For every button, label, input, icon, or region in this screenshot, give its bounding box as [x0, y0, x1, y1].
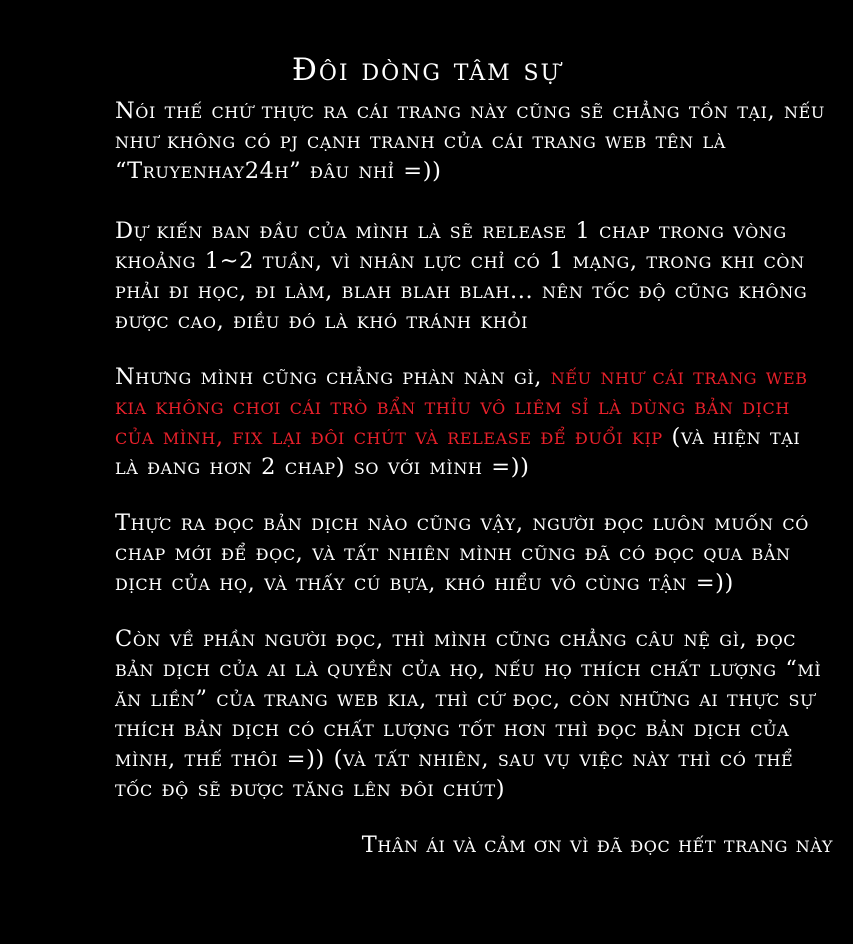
complaint-text-white-1: Nhưng mình cũng chẳng phàn nàn gì,	[115, 364, 551, 390]
paragraph-reader-opinion: Thực ra đọc bản dịch nào cũng vậy, người đọc luôn muốn có chap mới để đọc, và tất nhiên mình cũng đã có đọc qua bản dịch của họ, và thấy cú bựa, khó hiểu vô cùng tận =))	[115, 510, 809, 596]
complaint-text-highlight: nếu như cái trang web kia không chơi cái trò bẩn thỉu vô liêm sỉ là dùng bản dịch của mình, fix lại đôi chút và release để đuổi kịp	[115, 364, 808, 450]
paragraph-schedule: Dự kiến ban đầu của mình là sẽ release 1 chap trong vòng khoảng 1~2 tuần, vì nhân lực chỉ có 1 mạng, trong khi còn phải đi học, đi làm, blah blah blah... nên tốc độ cũng không được cao, điều đó là khó tránh khỏi	[115, 218, 808, 334]
page-title: Đôi dòng tâm sự	[291, 52, 562, 88]
closing-note: Thân ái và cảm ơn vì đã đọc hết trang này	[361, 832, 833, 858]
body-text-block	[0, 96, 853, 804]
paragraph-complaint	[115, 362, 831, 482]
paragraph-intro: Nói thế chứ thực ra cái trang này cũng sẽ chẳng tồn tại, nếu như không có pj cạnh tranh của cái trang web tên là “Truyenhay24h” đâu nhỉ =))	[115, 98, 826, 184]
paragraph-reader-choice: Còn về phần người đọc, thì mình cũng chẳng câu nệ gì, đọc bản dịch của ai là quyền của họ, nếu họ thích chất lượng “mì ăn liền” của trang web kia, thì cứ đọc, còn những ai thực sự thích bản dịch có chất lượng tốt hơn thì đọc bản dịch của mình, thế thôi =)) (và tất nhiên, sau vụ việc này thì có thể tốc độ sẽ được tăng lên đôi chút)	[115, 626, 822, 802]
complaint-text-white-2: (và hiện tại là đang hơn 2 chap) so với mình =))	[115, 424, 801, 480]
